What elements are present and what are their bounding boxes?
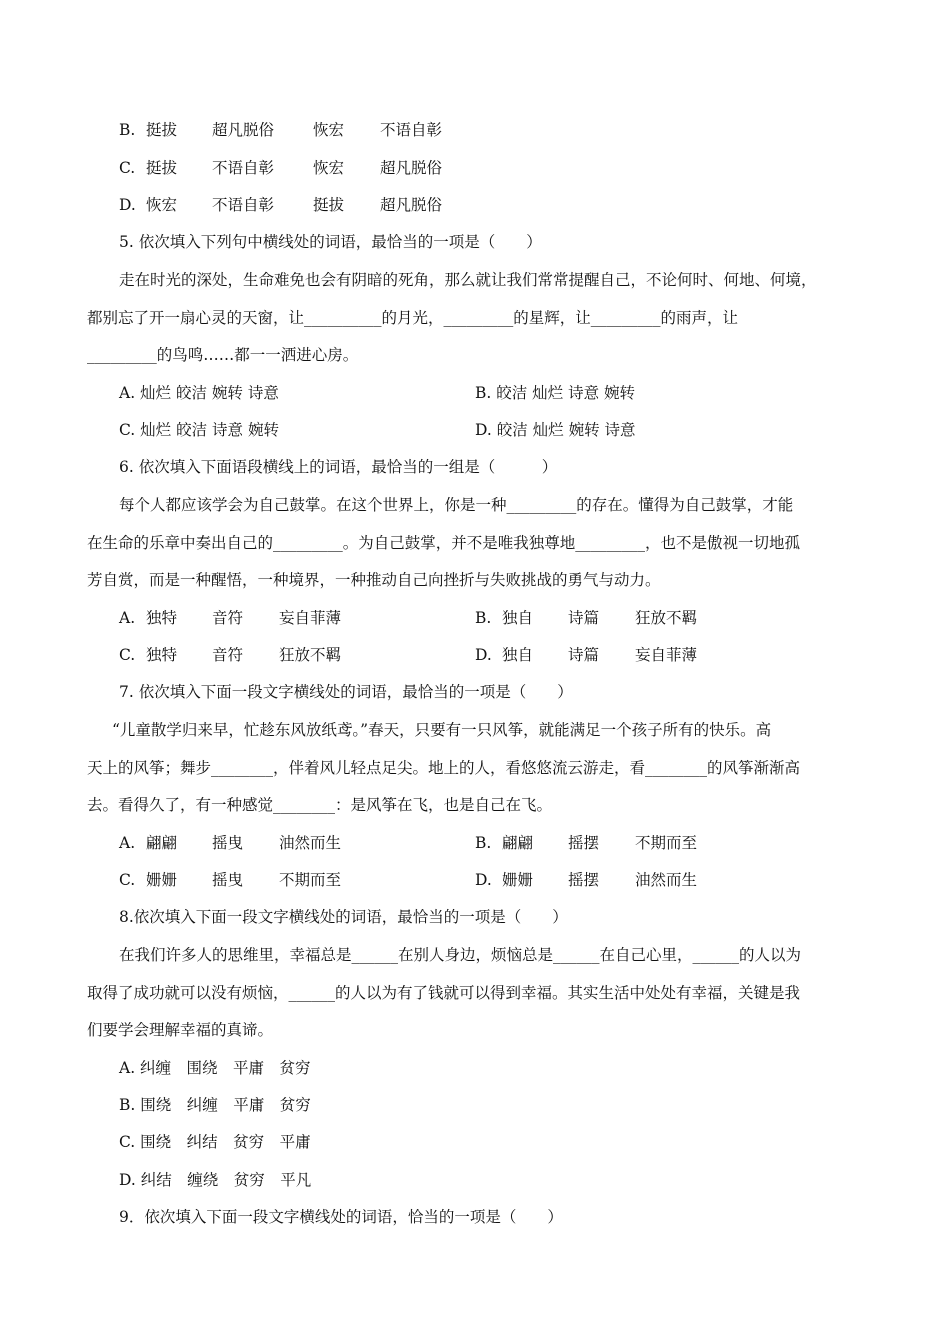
q8-option-c: C. 围绕 纠结 贫穷 平庸 xyxy=(119,1133,311,1151)
option-word-2: 不语自彰 xyxy=(212,196,275,214)
option-word-2: 超凡脱俗 xyxy=(212,121,275,139)
q5-stem: 5. 依次填入下列句中横线处的词语，最恰当的一项是（ ） xyxy=(119,233,542,251)
q6-passage-line-3: 芳自赏，而是一种醒悟，一种境界，一种推动自己向挫折与失败挑战的勇气与动力。 xyxy=(87,571,661,589)
q5-passage-line-1: 走在时光的深处，生命难免也会有阴暗的死角，那么就让我们常常提醒自己，不论何时、何地、何境， xyxy=(119,271,817,289)
q7-stem: 7. 依次填入下面一段文字横线处的词语，最恰当的一项是（ ） xyxy=(119,683,573,701)
option-word-3: 妄自菲薄 xyxy=(635,646,698,664)
option-word-2: 不语自彰 xyxy=(212,159,275,177)
option-word-3: 恢宏 xyxy=(313,121,345,139)
q5-option-d: D. 皎洁 灿烂 婉转 诗意 xyxy=(475,421,636,439)
q7-passage-line-2: 天上的风筝；舞步________，伴着风儿轻点足尖。地上的人，看悠悠流云游走，看________的风筝渐渐高 xyxy=(87,759,801,777)
option-word-2: 摇摆 xyxy=(568,871,600,889)
option-word-3: 狂放不羁 xyxy=(279,646,342,664)
option-letter: D. xyxy=(475,871,492,889)
option-word-3: 不期而至 xyxy=(635,834,698,852)
option-word-1: 姗姗 xyxy=(146,871,178,889)
option-letter: D. xyxy=(119,196,136,214)
option-word-3: 油然而生 xyxy=(279,834,342,852)
option-word-3: 妄自菲薄 xyxy=(279,609,342,627)
option-word-1: 挺拔 xyxy=(146,159,178,177)
q8-option-b: B. 围绕 纠缠 平庸 贫穷 xyxy=(119,1096,311,1114)
option-letter: D. xyxy=(475,646,492,664)
q5-option-c: C. 灿烂 皎洁 诗意 婉转 xyxy=(119,421,279,439)
option-word-3: 油然而生 xyxy=(635,871,698,889)
option-word-1: 姗姗 xyxy=(502,871,534,889)
option-word-2: 诗篇 xyxy=(568,646,600,664)
q8-passage-line-3: 们要学会理解幸福的真谛。 xyxy=(87,1021,274,1039)
q5-option-b: B. 皎洁 灿烂 诗意 婉转 xyxy=(475,384,636,402)
option-word-1: 独自 xyxy=(502,646,534,664)
q5-option-a: A. 灿烂 皎洁 婉转 诗意 xyxy=(119,384,279,402)
option-letter: C. xyxy=(119,646,136,664)
option-word-2: 音符 xyxy=(212,646,244,664)
option-word-1: 翩翩 xyxy=(502,834,534,852)
option-word-3: 恢宏 xyxy=(313,159,345,177)
q8-stem: 8.依次填入下面一段文字横线处的词语，最恰当的一项是（ ） xyxy=(119,908,568,926)
q5-passage-line-2: 都别忘了开一扇心灵的天窗，让__________的月光，_________的星辉，让_________的雨声，让 xyxy=(87,309,739,327)
option-word-1: 独特 xyxy=(146,609,178,627)
option-word-3: 不期而至 xyxy=(279,871,342,889)
q8-option-a: A. 纠缠 围绕 平庸 贫穷 xyxy=(119,1059,311,1077)
option-letter: B. xyxy=(475,609,492,627)
q6-stem: 6. 依次填入下面语段横线上的词语，最恰当的一组是（ ） xyxy=(119,458,558,476)
option-word-3: 狂放不羁 xyxy=(635,609,698,627)
q6-passage-line-1: 每个人都应该学会为自己鼓掌。在这个世界上，你是一种_________的存在。懂得为自己鼓掌，才能 xyxy=(119,496,794,514)
q7-passage-line-3: 去。看得久了，有一种感觉________：是风筝在飞，也是自己在飞。 xyxy=(87,796,553,814)
option-word-4: 不语自彰 xyxy=(380,121,443,139)
option-word-3: 挺拔 xyxy=(313,196,345,214)
option-word-1: 翩翩 xyxy=(146,834,178,852)
q8-passage-line-1: 在我们许多人的思维里，幸福总是______在别人身边，烦恼总是______在自己心里，______的人以为 xyxy=(119,946,802,964)
q6-passage-line-2: 在生命的乐章中奏出自己的_________。为自己鼓掌，并不是唯我独尊地_________，也不是傲视一切地孤 xyxy=(87,534,801,552)
q9-stem: 9．依次填入下面一段文字横线处的词语，恰当的一项是（ ） xyxy=(119,1208,563,1226)
option-letter: A. xyxy=(119,609,136,627)
option-word-1: 独自 xyxy=(502,609,534,627)
option-letter: B. xyxy=(475,834,492,852)
option-letter: C. xyxy=(119,871,136,889)
option-word-2: 摇摆 xyxy=(568,834,600,852)
option-word-2: 摇曳 xyxy=(212,834,244,852)
option-letter: B. xyxy=(119,121,136,139)
option-word-4: 超凡脱俗 xyxy=(380,159,443,177)
option-letter: A. xyxy=(119,834,136,852)
option-word-4: 超凡脱俗 xyxy=(380,196,443,214)
option-word-1: 挺拔 xyxy=(146,121,178,139)
q7-passage-line-1: “儿童散学归来早，忙趁东风放纸鸢。”春天，只要有一只风筝，就能满足一个孩子所有的快乐。高 xyxy=(112,721,772,739)
q8-option-d: D. 纠结 缠绕 贫穷 平凡 xyxy=(119,1171,312,1189)
option-word-2: 音符 xyxy=(212,609,244,627)
q5-passage-line-3: _________的鸟鸣……都一一洒进心房。 xyxy=(87,346,359,364)
option-word-2: 摇曳 xyxy=(212,871,244,889)
option-word-2: 诗篇 xyxy=(568,609,600,627)
option-letter: C. xyxy=(119,159,136,177)
option-word-1: 独特 xyxy=(146,646,178,664)
q8-passage-line-2: 取得了成功就可以没有烦恼，______的人以为有了钱就可以得到幸福。其实生活中处处有幸福，关键是我 xyxy=(87,984,801,1002)
option-word-1: 恢宏 xyxy=(146,196,178,214)
